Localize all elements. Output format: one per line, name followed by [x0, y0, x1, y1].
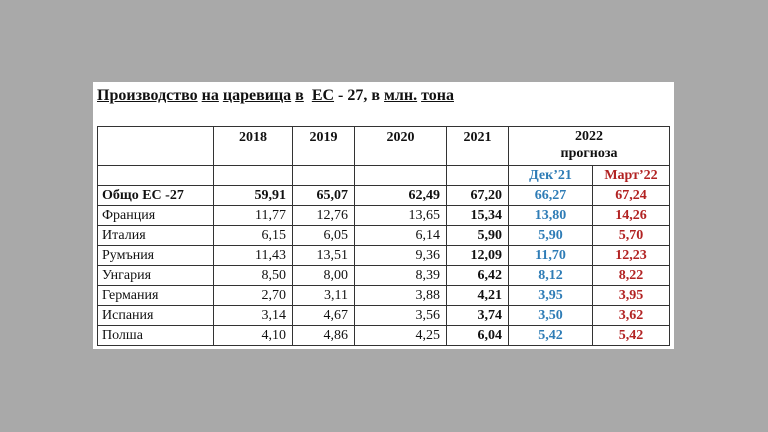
header-forecast: прогноза [560, 146, 618, 161]
value-2019: 13,51 [293, 246, 355, 266]
value-2018: 3,14 [214, 306, 293, 326]
table-row [98, 186, 670, 206]
value-2020: 8,39 [355, 266, 447, 286]
value-2020: 62,49 [355, 186, 447, 206]
value-2021: 12,09 [447, 246, 509, 266]
value-dec21: 3,95 [509, 286, 593, 306]
header-2020: 2020 [355, 127, 447, 166]
value-dec21: 8,12 [509, 266, 593, 286]
title-word: Производство [97, 87, 198, 104]
title-word: в [295, 87, 304, 104]
country-cell: Испания [98, 306, 214, 326]
value-2020: 4,25 [355, 326, 447, 346]
value-2019: 12,76 [293, 206, 355, 226]
page-title [97, 87, 454, 105]
title-word: тона [421, 87, 454, 104]
country-cell: Франция [98, 206, 214, 226]
value-2018: 59,91 [214, 186, 293, 206]
header-corner [98, 127, 214, 166]
table-row [98, 326, 670, 346]
value-2018: 2,70 [214, 286, 293, 306]
country-cell: Полша [98, 326, 214, 346]
table-row [98, 266, 670, 286]
value-2019: 4,86 [293, 326, 355, 346]
value-2021: 15,34 [447, 206, 509, 226]
value-2021: 67,20 [447, 186, 509, 206]
value-2020: 3,88 [355, 286, 447, 306]
country-cell: Румъния [98, 246, 214, 266]
value-dec21: 5,42 [509, 326, 593, 346]
value-dec21: 11,70 [509, 246, 593, 266]
value-mar22: 67,24 [593, 186, 670, 206]
value-2020: 9,36 [355, 246, 447, 266]
value-mar22: 3,62 [593, 306, 670, 326]
subheader-empty [293, 166, 355, 186]
value-dec21: 13,80 [509, 206, 593, 226]
value-2019: 8,00 [293, 266, 355, 286]
country-cell: Общо ЕС -27 [98, 186, 214, 206]
value-2018: 6,15 [214, 226, 293, 246]
country-cell: Германия [98, 286, 214, 306]
country-cell: Унгария [98, 266, 214, 286]
table-row [98, 306, 670, 326]
title-word: - 27, в [338, 87, 381, 104]
subheader-empty [214, 166, 293, 186]
value-2018: 4,10 [214, 326, 293, 346]
value-2021: 5,90 [447, 226, 509, 246]
title-word: млн. [384, 87, 418, 104]
subheader-empty [355, 166, 447, 186]
title-word: на [201, 87, 219, 104]
table-row [98, 206, 670, 226]
value-2020: 3,56 [355, 306, 447, 326]
value-mar22: 3,95 [593, 286, 670, 306]
table-panel [93, 82, 674, 349]
value-mar22: 5,42 [593, 326, 670, 346]
subheader-empty [98, 166, 214, 186]
header-dec21: Дек’21 [509, 166, 593, 186]
value-dec21: 5,90 [509, 226, 593, 246]
subheader-empty [447, 166, 509, 186]
value-mar22: 5,70 [593, 226, 670, 246]
value-dec21: 3,50 [509, 306, 593, 326]
value-2018: 11,77 [214, 206, 293, 226]
header-2019: 2019 [293, 127, 355, 166]
value-mar22: 12,23 [593, 246, 670, 266]
table-row [98, 226, 670, 246]
country-cell: Италия [98, 226, 214, 246]
header-2022-year: 2022 [575, 129, 603, 144]
title-word: царевица [222, 87, 292, 104]
value-2021: 6,42 [447, 266, 509, 286]
value-2018: 8,50 [214, 266, 293, 286]
value-2019: 3,11 [293, 286, 355, 306]
value-2020: 6,14 [355, 226, 447, 246]
subheader-row [98, 166, 670, 186]
header-mar22: Март’22 [593, 166, 670, 186]
header-2021: 2021 [447, 127, 509, 166]
value-2019: 65,07 [293, 186, 355, 206]
value-2019: 6,05 [293, 226, 355, 246]
value-2018: 11,43 [214, 246, 293, 266]
value-mar22: 14,26 [593, 206, 670, 226]
header-2018: 2018 [214, 127, 293, 166]
value-mar22: 8,22 [593, 266, 670, 286]
table-row [98, 286, 670, 306]
table-row [98, 246, 670, 266]
production-table [97, 126, 670, 346]
value-2020: 13,65 [355, 206, 447, 226]
value-2021: 3,74 [447, 306, 509, 326]
value-2021: 6,04 [447, 326, 509, 346]
title-word: ЕС [311, 87, 335, 104]
value-2021: 4,21 [447, 286, 509, 306]
value-dec21: 66,27 [509, 186, 593, 206]
header-2022 [509, 127, 670, 166]
value-2019: 4,67 [293, 306, 355, 326]
header-row [98, 127, 670, 166]
